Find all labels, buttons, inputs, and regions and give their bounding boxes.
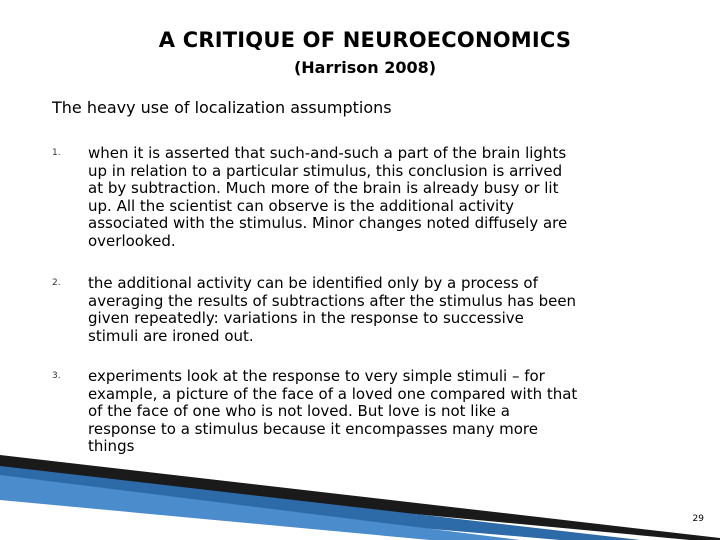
slide-subtitle: (Harrison 2008)	[293, 58, 437, 77]
list-item-text: when it is asserted that such-and-such a part of the brain lights up in relation to a particular stimulus, this conclusion is arrived at by subtraction. Much more of the brain is already busy or lit up. All the scientist can observe is the additional activity associated with the stimulus. Minor changes noted diffusely are overlooked.	[88, 144, 568, 250]
list-item-text: the additional activity can be identified only by a process of averaging the results of subtractions after the stimulus has been given repeatedly: variations in the response to successive stimuli are ironed out.	[88, 274, 577, 345]
list-item-number: 2.	[52, 278, 61, 288]
list-item-number: 3.	[52, 371, 61, 381]
section-heading: The heavy use of localization assumptions	[52, 98, 392, 117]
page-number: 29	[692, 514, 704, 524]
list-item-text: experiments look at the response to very simple stimuli – for example, a picture of the face of a loved one compared with that of the face of one who is not loved. But love is not like a response to a stimulus because it encompasses many more things	[88, 367, 578, 455]
list-item-number: 1.	[52, 148, 61, 158]
decorative-swoosh	[0, 430, 720, 540]
slide-title: A CRITIQUE OF NEUROECONOMICS	[158, 28, 572, 52]
